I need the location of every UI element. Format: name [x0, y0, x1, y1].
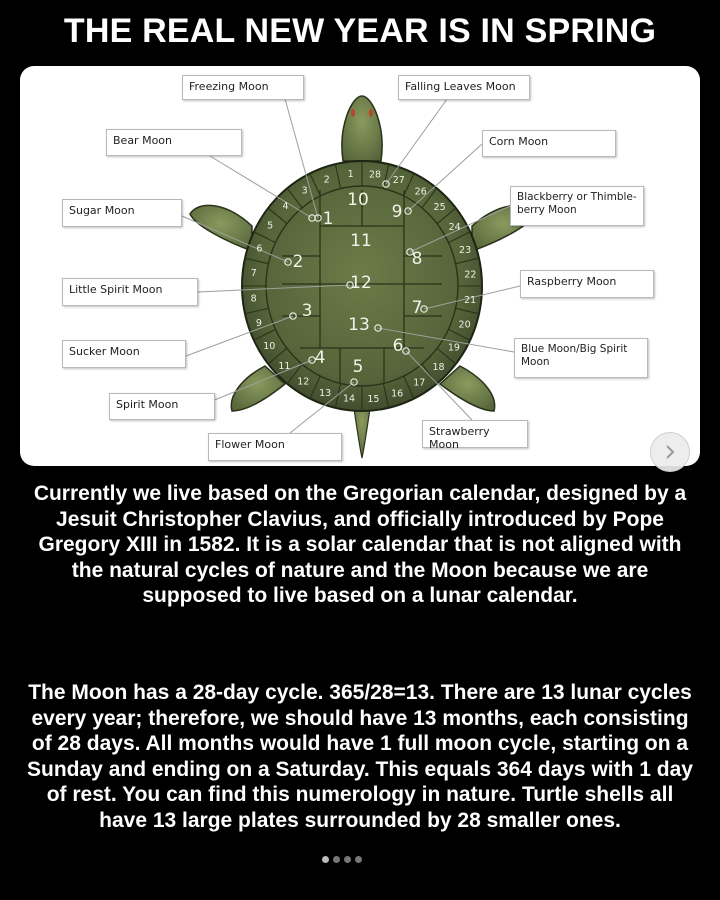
carousel-dot-3[interactable]	[344, 856, 351, 863]
rim-day-20: 20	[458, 319, 471, 331]
label-blackberry-moon: Blackberry or Thimble-berry Moon	[510, 186, 644, 226]
label-sugar-moon: Sugar Moon	[62, 199, 182, 227]
rim-day-8: 8	[250, 293, 257, 305]
rim-day-17: 17	[413, 377, 426, 389]
plate-number-4: 4	[314, 348, 326, 368]
rim-day-27: 27	[392, 175, 405, 187]
carousel-dot-4[interactable]	[355, 856, 362, 863]
plate-number-3: 3	[301, 301, 313, 321]
plate-number-10: 10	[347, 190, 369, 210]
rim-day-22: 22	[464, 269, 477, 281]
plate-number-11: 11	[350, 231, 372, 251]
plate-number-8: 8	[411, 249, 423, 269]
carousel-dot-2[interactable]	[333, 856, 340, 863]
front-left-leg	[190, 205, 252, 251]
rim-day-9: 9	[255, 318, 262, 329]
label-little-spirit-moon: Little Spirit Moon	[62, 278, 198, 306]
carousel-dot-1[interactable]	[322, 856, 329, 863]
rim-day-26: 26	[414, 186, 427, 198]
label-strawberry-moon: Strawberry Moon	[422, 420, 528, 448]
rim-day-15: 15	[367, 393, 380, 405]
label-flower-moon: Flower Moon	[208, 433, 342, 461]
rim-day-28: 28	[368, 169, 382, 181]
label-bear-moon: Bear Moon	[106, 129, 242, 156]
rim-day-19: 19	[447, 342, 460, 354]
label-raspberry-moon: Raspberry Moon	[520, 270, 654, 298]
rim-day-3: 3	[301, 185, 308, 197]
plate-number-1: 1	[322, 209, 334, 229]
plate-number-9: 9	[391, 202, 403, 222]
page-title: THE REAL NEW YEAR IS IN SPRING	[63, 12, 657, 50]
label-sucker-moon: Sucker Moon	[62, 340, 186, 368]
rim-day-14: 14	[342, 393, 356, 405]
label-corn-moon: Corn Moon	[482, 130, 616, 157]
plate-number-13: 13	[348, 315, 370, 335]
rim-day-11: 11	[278, 360, 291, 372]
rim-day-10: 10	[263, 340, 276, 352]
label-freezing-moon: Freezing Moon	[182, 75, 304, 100]
paragraph-gregorian: Currently we live based on the Gregorian calendar, designed by a Jesuit Christopher Clavius, and officially introduced by Pope Gregory XIII in 1582. It is a solar calendar that is not aligned with the natural cycles of nature and the Moon because we are supposed to live based on a lunar calendar.	[33, 482, 687, 607]
rim-day-7: 7	[250, 268, 257, 279]
label-falling-leaves-moon: Falling Leaves Moon	[398, 75, 530, 100]
rim-day-6: 6	[256, 243, 263, 255]
rim-day-13: 13	[319, 387, 332, 399]
rim-day-12: 12	[297, 376, 310, 388]
next-slide-button[interactable]	[650, 432, 690, 472]
rim-day-16: 16	[391, 388, 404, 400]
plate-number-5: 5	[352, 357, 364, 377]
paragraph-moon-cycle: The Moon has a 28-day cycle. 365/28=13. There are 13 lunar cycles every year; therefore, we should have 13 months, each consisting of 28 days. All months would have 1 full moon cycle, starting on a Sunday and ending on a Saturday. This equals 364 days with 1 day of rest. You can find this numerology in nature. Turtle shells all have 13 large plates surrounded by 28 smaller ones.	[27, 681, 693, 832]
rim-day-23: 23	[459, 245, 472, 256]
rim-day-2: 2	[323, 174, 330, 186]
chevron-right-icon	[662, 444, 678, 460]
rim-day-5: 5	[267, 220, 274, 232]
turtle-head	[342, 96, 382, 161]
carousel-indicator	[322, 856, 362, 866]
rim-day-25: 25	[433, 202, 446, 214]
leader-line	[386, 88, 455, 187]
plate-number-2: 2	[292, 252, 304, 272]
plate-number-7: 7	[411, 298, 423, 318]
turtle-diagram-panel	[20, 66, 700, 466]
plate-number-12: 12	[350, 273, 372, 293]
rim-day-18: 18	[432, 362, 445, 373]
label-spirit-moon: Spirit Moon	[109, 393, 215, 420]
rim-day-21: 21	[464, 295, 477, 306]
label-blue-moon: Blue Moon/Big Spirit Moon	[514, 338, 648, 378]
rim-day-1: 1	[347, 169, 354, 181]
rim-day-24: 24	[448, 222, 461, 234]
plate-number-6: 6	[392, 336, 404, 356]
rim-day-4: 4	[282, 201, 289, 212]
